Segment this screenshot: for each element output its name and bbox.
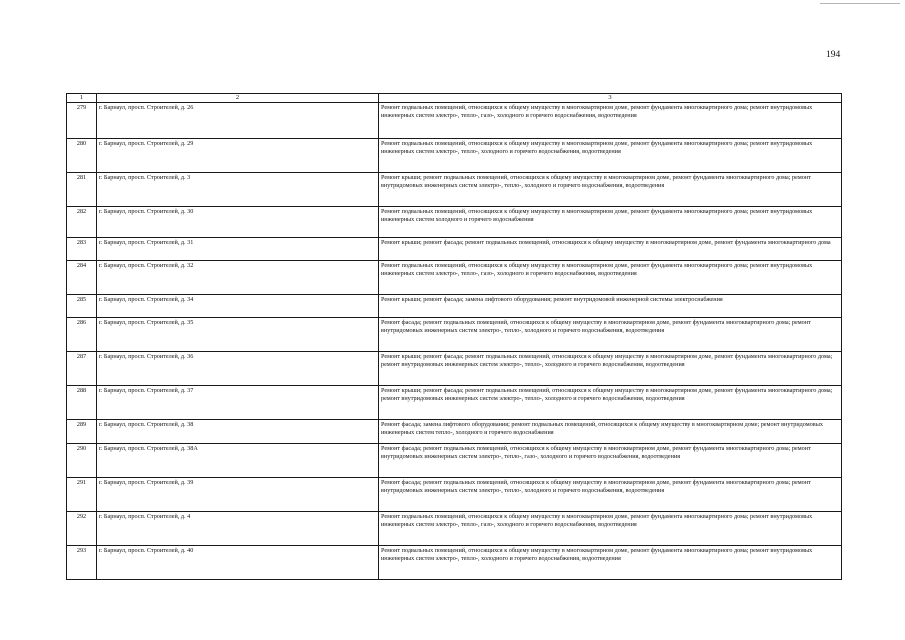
row-address: г. Барнаул, просп. Строителей, д. 38А [97, 443, 379, 477]
row-address: г. Барнаул, просп. Строителей, д. 4 [97, 511, 379, 545]
table-row [67, 317, 842, 351]
row-works: Ремонт крыши; ремонт фасада; ремонт подвальных помещений, относящихся к общему имуществу в многоквартирном доме, ремонт фундамента многоквартирного дома; ремонт внутридомовых инженерных систем электро-, тепло-, холодного и горячего водоснабжения, водоотведения [379, 351, 842, 385]
header-col-2: 2 [97, 94, 379, 103]
row-address: г. Барнаул, просп. Строителей, д. 26 [97, 102, 379, 138]
row-number: 287 [67, 351, 97, 385]
table-row [67, 102, 842, 138]
row-number: 281 [67, 172, 97, 206]
row-address: г. Барнаул, просп. Строителей, д. 37 [97, 385, 379, 419]
row-works: Ремонт фасада; ремонт подвальных помещений, относящихся к общему имуществу в многоквартирном доме, ремонт фундамента многоквартирного дома; ремонт внутридомовых инженерных систем электро-, тепло-, холодного и горячего водоснабжения, водоотведения [379, 477, 842, 511]
row-address: г. Барнаул, просп. Строителей, д. 35 [97, 317, 379, 351]
table-row [67, 260, 842, 294]
table-row [67, 385, 842, 419]
row-address: г. Барнаул, просп. Строителей, д. 32 [97, 260, 379, 294]
row-works: Ремонт фасада; ремонт подвальных помещений, относящихся к общему имуществу в многоквартирном доме, ремонт фундамента многоквартирного дома; ремонт внутридомовых инженерных систем электро-, тепло-, газо-, холодного и горячего водоснабжения, водоотведения [379, 443, 842, 477]
row-works: Ремонт фасада; замена лифтового оборудования; ремонт подвальных помещений, относящихся к общему имуществу в многоквартирном доме; ремонт внутридомовых инженерных систем тепло-, холодного и горячего водоснабжения [379, 419, 842, 443]
row-number: 280 [67, 138, 97, 172]
row-works: Ремонт подвальных помещений, относящихся к общему имуществу в многоквартирном доме, ремонт фундамента многоквартирного дома; ремонт внутридомовых инженерных систем электро-, тепло-, холодного и горячего водоснабжения, водоотведения [379, 545, 842, 579]
row-works: Ремонт крыши; ремонт фасада; ремонт подвальных помещений, относящихся к общему имуществу в многоквартирном доме, ремонт фундамента многоквартирного дома [379, 237, 842, 260]
table-row [67, 545, 842, 579]
row-number: 292 [67, 511, 97, 545]
row-address: г. Барнаул, просп. Строителей, д. 36 [97, 351, 379, 385]
row-number: 290 [67, 443, 97, 477]
row-works: Ремонт крыши; ремонт фасада; замена лифтового оборудования; ремонт внутридомовой инженерной системы электроснабжения [379, 294, 842, 317]
table-row [67, 138, 842, 172]
table-row [67, 237, 842, 260]
row-address: г. Барнаул, просп. Строителей, д. 29 [97, 138, 379, 172]
row-address: г. Барнаул, просп. Строителей, д. 34 [97, 294, 379, 317]
table-row [67, 294, 842, 317]
row-number: 288 [67, 385, 97, 419]
table-row [67, 443, 842, 477]
table-row [67, 477, 842, 511]
row-number: 282 [67, 206, 97, 237]
row-number: 279 [67, 102, 97, 138]
table-row [67, 351, 842, 385]
row-number: 293 [67, 545, 97, 579]
header-col-3: 3 [379, 94, 842, 103]
row-number: 289 [67, 419, 97, 443]
row-number: 291 [67, 477, 97, 511]
page-number: 194 [826, 50, 841, 60]
row-address: г. Барнаул, просп. Строителей, д. 38 [97, 419, 379, 443]
row-works: Ремонт подвальных помещений, относящихся к общему имуществу в многоквартирном доме, ремонт фундамента многоквартирного дома; ремонт внутридомовых инженерных систем электро-, тепло-, газо-, холодного и горячего водоснабжения, водоотведения [379, 260, 842, 294]
table-row [67, 511, 842, 545]
row-works: Ремонт подвальных помещений, относящихся к общему имуществу в многоквартирном доме, ремонт фундамента многоквартирного дома; ремонт внутридомовых инженерных систем холодного и горячего водоснабжения [379, 206, 842, 237]
row-works: Ремонт фасада; ремонт подвальных помещений, относящихся к общему имуществу в многоквартирном доме, ремонт фундамента многоквартирного дома; ремонт внутридомовых инженерных систем электро-, тепло-, холодного и горячего водоснабжения, водоотведения [379, 317, 842, 351]
row-number: 283 [67, 237, 97, 260]
row-number: 284 [67, 260, 97, 294]
row-address: г. Барнаул, просп. Строителей, д. 30 [97, 206, 379, 237]
address-program-table [66, 93, 842, 580]
row-works: Ремонт крыши; ремонт подвальных помещений, относящихся к общему имуществу в многоквартирном доме, ремонт фундамента многоквартирного дома; ремонт внутридомовых инженерных систем электро-, тепло-, холодного и горячего водоснабжения, водоотведения [379, 172, 842, 206]
table-row [67, 172, 842, 206]
row-address: г. Барнаул, просп. Строителей, д. 39 [97, 477, 379, 511]
row-works: Ремонт подвальных помещений, относящихся к общему имуществу в многоквартирном доме, ремонт фундамента многоквартирного дома; ремонт внутридомовых инженерных систем электро-, тепло-, газо-, холодного и горячего водоснабжения, водоотведения [379, 102, 842, 138]
scan-top-rule [820, 3, 900, 4]
row-address: г. Барнаул, просп. Строителей, д. 3 [97, 172, 379, 206]
row-address: г. Барнаул, просп. Строителей, д. 31 [97, 237, 379, 260]
row-number: 285 [67, 294, 97, 317]
table-row [67, 419, 842, 443]
row-number: 286 [67, 317, 97, 351]
table-row [67, 206, 842, 237]
row-works: Ремонт крыши; ремонт фасада; ремонт подвальных помещений, относящихся к общему имуществу в многоквартирном доме, ремонт фундамента многоквартирного дома; ремонт внутридомовых инженерных систем электро-, тепло-, холодного и горячего водоснабжения, водоотведения [379, 385, 842, 419]
table-body [67, 94, 842, 580]
header-col-1: 1 [67, 94, 97, 103]
table-header-row [67, 94, 842, 103]
row-works: Ремонт подвальных помещений, относящихся к общему имуществу в многоквартирном доме, ремонт фундамента многоквартирного дома; ремонт внутридомовых инженерных систем электро-, тепло-, холодного и горячего водоснабжения, водоотведения [379, 138, 842, 172]
row-address: г. Барнаул, просп. Строителей, д. 40 [97, 545, 379, 579]
row-works: Ремонт подвальных помещений, относящихся к общему имуществу в многоквартирном доме, ремонт фундамента многоквартирного дома; ремонт внутридомовых инженерных систем электро-, тепло-, газо-, холодного и горячего водоснабжения, водоотведения [379, 511, 842, 545]
